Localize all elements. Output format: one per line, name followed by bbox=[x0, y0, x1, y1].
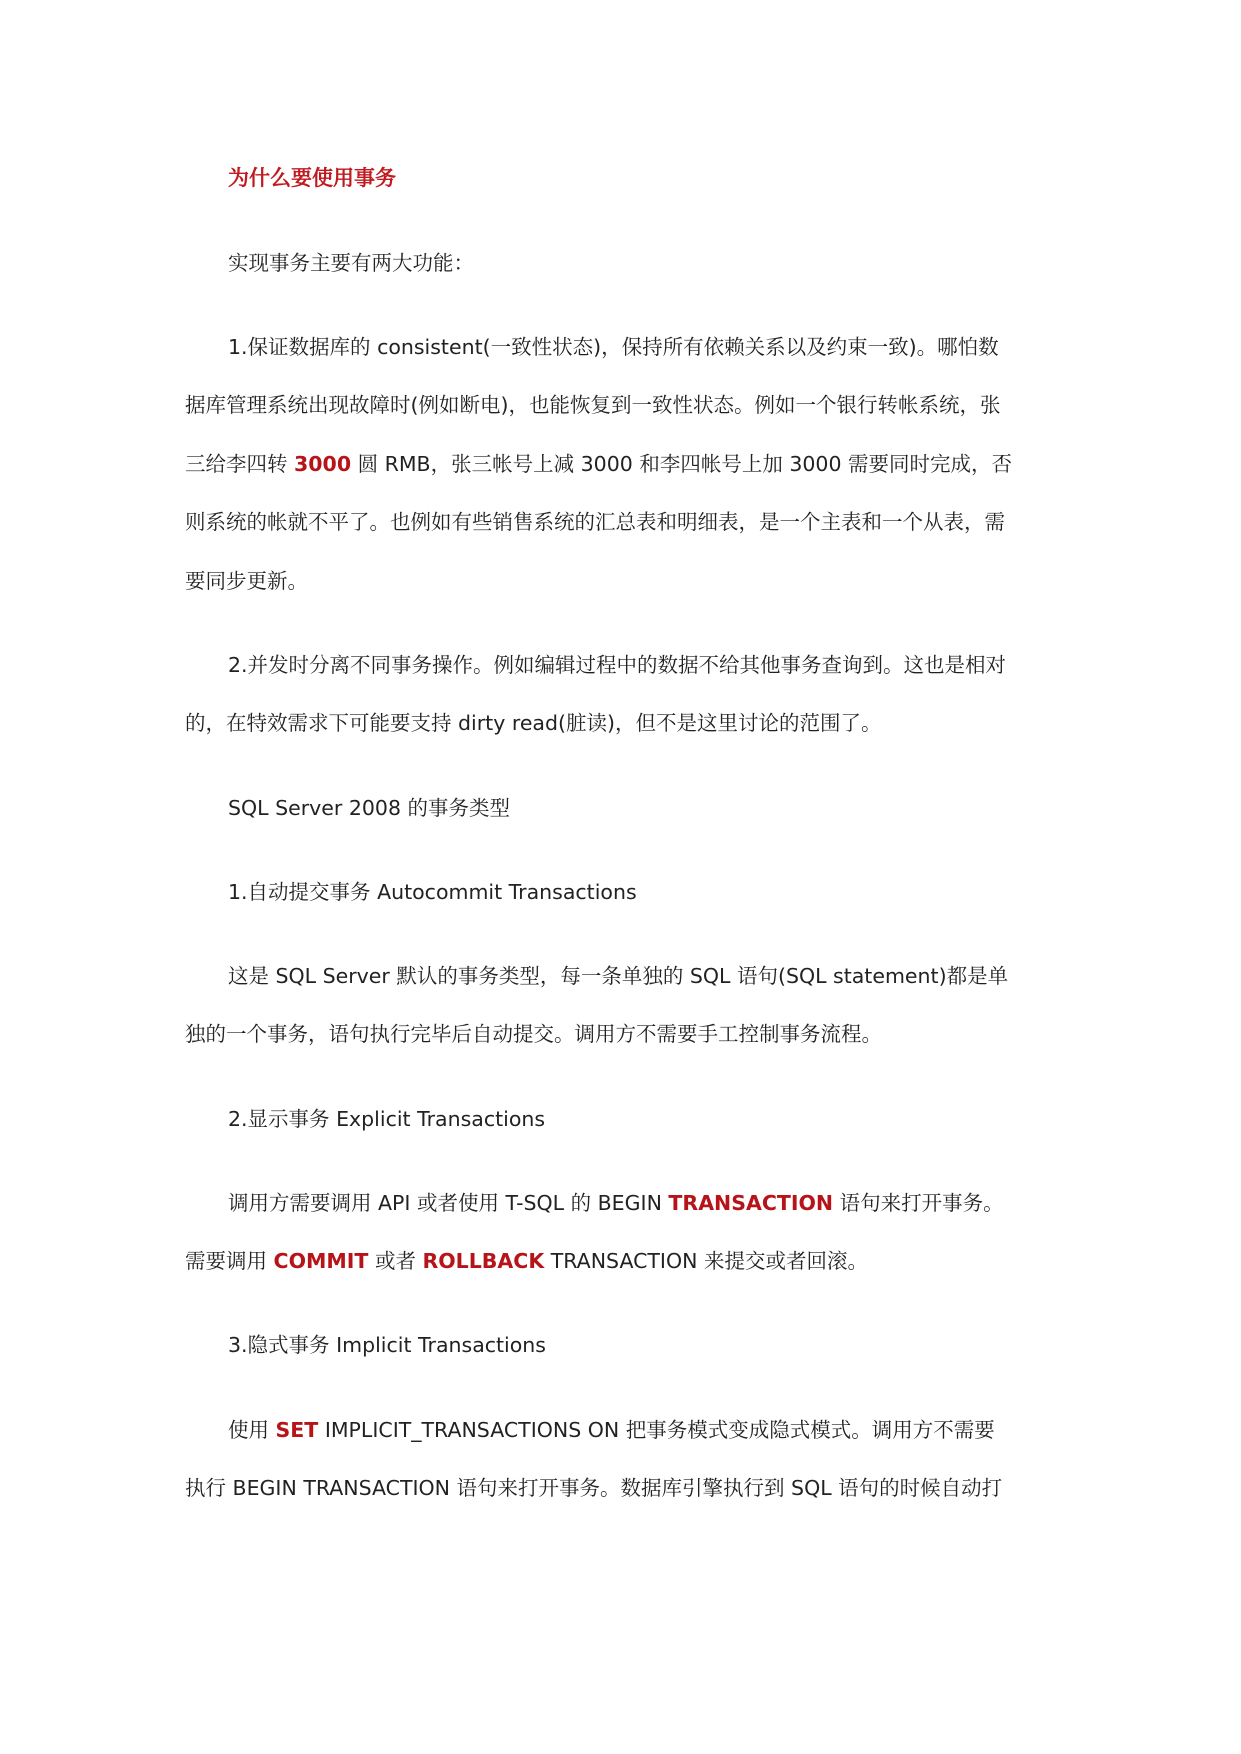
text-run: TRANSACTION 来提交或者回滚。 bbox=[544, 1249, 868, 1273]
paragraph-1-line-3 bbox=[185, 444, 1012, 484]
paragraph-2-line-2: 的，在特效需求下可能要支持 dirty read(脏读)，但不是这里讨论的范围了。 bbox=[185, 711, 882, 735]
type-3-title: 3.隐式事务 Implicit Transactions bbox=[228, 1333, 546, 1357]
paragraph-1-line-2: 据库管理系统出现故障时(例如断电)，也能恢复到一致性状态。例如一个银行转帐系统，张 bbox=[185, 393, 1001, 417]
highlight-keyword-rollback: ROLLBACK bbox=[422, 1249, 545, 1273]
paragraph-2-line-1: 2.并发时分离不同事务操作。例如编辑过程中的数据不给其他事务查询到。这也是相对 bbox=[228, 653, 1007, 677]
text-run: 使用 bbox=[228, 1418, 276, 1442]
type-1-line-2: 独的一个事务，语句执行完毕后自动提交。调用方不需要手工控制事务流程。 bbox=[185, 1022, 882, 1046]
text-run: 调用方需要调用 API 或者使用 T-SQL 的 BEGIN bbox=[228, 1191, 669, 1215]
highlight-amount: 3000 bbox=[294, 452, 352, 476]
paragraph-1-line-4: 则系统的帐就不平了。也例如有些销售系统的汇总表和明细表，是一个主表和一个从表，需 bbox=[185, 510, 1005, 534]
type-1-title: 1.自动提交事务 Autocommit Transactions bbox=[228, 880, 637, 904]
section-heading-types: SQL Server 2008 的事务类型 bbox=[228, 796, 511, 820]
page-title: 为什么要使用事务 bbox=[228, 166, 396, 190]
text-run: IMPLICIT_TRANSACTIONS ON 把事务模式变成隐式模式。调用方不需要 bbox=[318, 1418, 995, 1442]
type-2-line-2 bbox=[185, 1241, 868, 1281]
highlight-keyword-set: SET bbox=[275, 1418, 319, 1442]
type-3-line-1 bbox=[228, 1410, 995, 1450]
text-run: 或者 bbox=[368, 1249, 423, 1273]
highlight-keyword-commit: COMMIT bbox=[273, 1249, 369, 1273]
text-run: 三给李四转 bbox=[185, 452, 295, 476]
type-2-line-1 bbox=[228, 1183, 1004, 1223]
text-run: 需要调用 bbox=[185, 1249, 274, 1273]
intro-text: 实现事务主要有两大功能： bbox=[228, 251, 474, 275]
text-run: 语句来打开事务。 bbox=[833, 1191, 1004, 1215]
type-3-line-2: 执行 BEGIN TRANSACTION 语句来打开事务。数据库引擎执行到 SQL 语句的时候自动打 bbox=[185, 1476, 1003, 1500]
type-1-line-1: 这是 SQL Server 默认的事务类型，每一条单独的 SQL 语句(SQL statement)都是单 bbox=[228, 964, 1009, 988]
type-2-title: 2.显示事务 Explicit Transactions bbox=[228, 1107, 546, 1131]
paragraph-1-line-5: 要同步更新。 bbox=[185, 569, 308, 593]
paragraph-1-line-1: 1.保证数据库的 consistent(一致性状态)，保持所有依赖关系以及约束一致)。哪怕数 bbox=[228, 335, 999, 359]
highlight-keyword-transaction: TRANSACTION bbox=[668, 1191, 834, 1215]
text-run: 圆 RMB，张三帐号上减 3000 和李四帐号上加 3000 需要同时完成，否 bbox=[351, 452, 1013, 476]
